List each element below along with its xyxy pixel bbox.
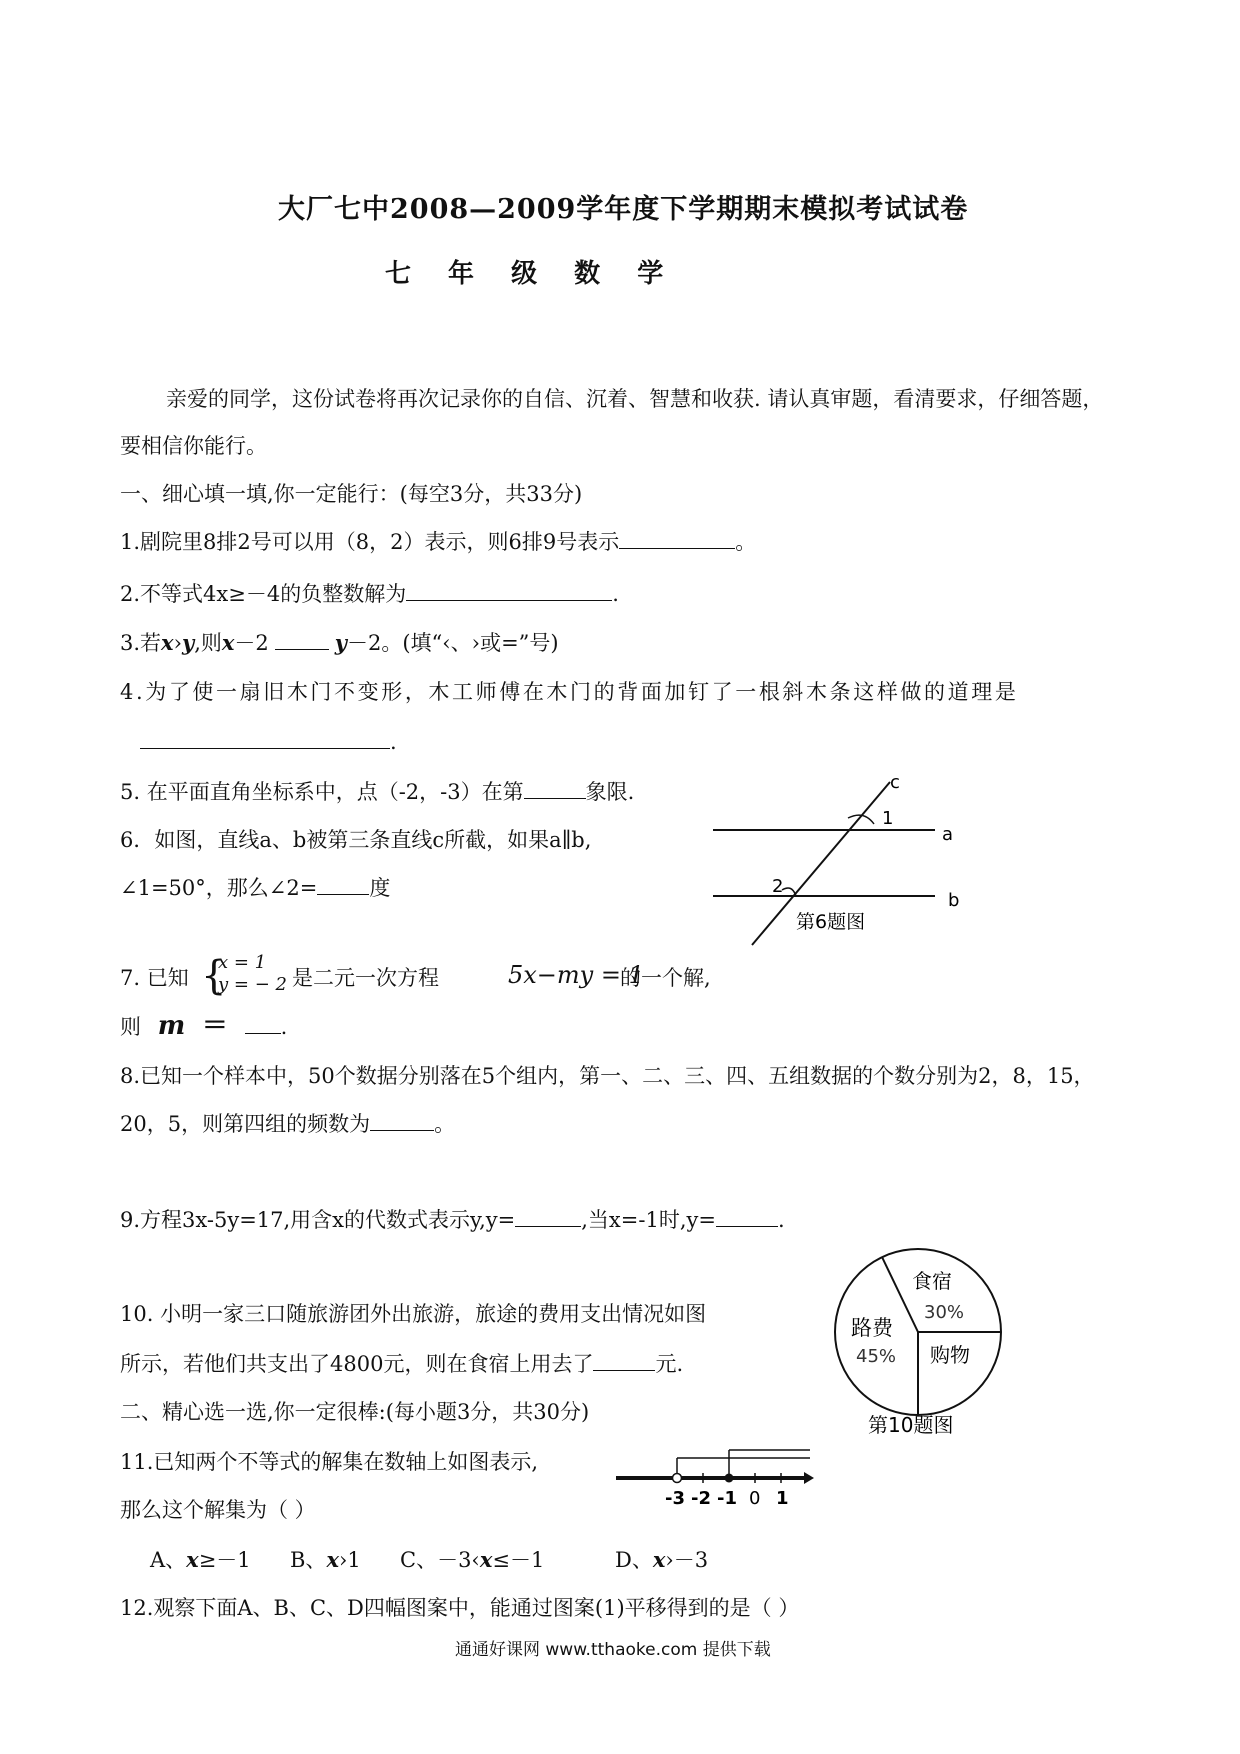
section-2-heading: 二、精心选一选,你一定很棒:(每小题3分，共30分) <box>120 1400 590 1424</box>
question-3-prefix: 3.若 <box>120 631 162 655</box>
question-5-end: 象限. <box>585 780 635 804</box>
option-c[interactable] <box>400 1546 544 1574</box>
question-6-end: 度 <box>369 876 391 900</box>
page-footer: 通通好课网 www.tthaoke.com 提供下载 <box>455 1640 771 1660</box>
tick-label: -2 <box>691 1488 711 1509</box>
pie-value-food-lodging: 30% <box>924 1302 965 1323</box>
question-3-minus: －2 <box>234 631 269 655</box>
equation-system-line-1: x = 1 <box>218 952 267 973</box>
option-b-label: B、 <box>290 1548 327 1572</box>
label-c: c <box>890 772 900 793</box>
question-2-end: . <box>612 582 619 606</box>
question-4-end: . <box>390 730 397 754</box>
question-3-then: ,则 <box>194 631 222 655</box>
intro-line-1: 亲爱的同学，这份试卷将再次记录你的自信、沉着、智慧和收获. 请认真审题，看清要求，仔细答题， <box>166 387 1104 411</box>
question-10-text: 所示，若他们共支出了4800元，则在食宿上用去了 <box>120 1352 594 1376</box>
var-x: x <box>652 1547 666 1572</box>
question-10-end: 元. <box>655 1352 684 1376</box>
tick-label: 0 <box>749 1488 761 1509</box>
question-9-end: . <box>777 1208 785 1232</box>
label-b: b <box>948 890 960 911</box>
question-11-line-2: 那么这个解集为（ ） <box>120 1498 316 1522</box>
question-7-prefix: 7. 已知 <box>120 966 189 990</box>
option-b-value: ›1 <box>338 1548 361 1572</box>
question-11-line-1: 11.已知两个不等式的解集在数轴上如图表示, <box>120 1450 539 1474</box>
var-x: x <box>479 1547 493 1572</box>
var-x: x <box>326 1547 339 1572</box>
question-7-end: . <box>280 1015 288 1039</box>
question-3-suffix: －2。(填“‹、›或=”号) <box>346 631 559 655</box>
question-8-end: 。 <box>434 1112 456 1136</box>
axis-arrow-icon <box>804 1472 814 1484</box>
pie-value-travel: 45% <box>856 1346 897 1367</box>
option-a[interactable] <box>150 1546 251 1574</box>
tick-label: -3 <box>665 1488 685 1509</box>
intro-line-2: 要相信你能行。 <box>120 434 267 458</box>
option-d-label: D、 <box>615 1548 653 1572</box>
open-point-minus-3 <box>673 1474 682 1483</box>
option-c-value: ≤－1 <box>492 1548 545 1572</box>
equation-system-line-2: y = − 2 <box>218 974 287 995</box>
label-angle-1: 1 <box>882 808 894 829</box>
option-c-label: C、－3‹ <box>400 1548 480 1572</box>
pie-label-travel: 路费 <box>851 1316 893 1340</box>
figure-6-caption: 第6题图 <box>796 911 866 933</box>
question-6-text: ∠1=50°，那么∠2= <box>120 876 318 900</box>
var-m: m <box>157 1011 186 1041</box>
question-7-then: 则 <box>120 1015 141 1039</box>
question-10-line-1: 10. 小明一家三口随旅游团外出旅游，旅途的费用支出情况如图 <box>120 1302 707 1326</box>
option-b[interactable] <box>290 1546 361 1574</box>
figure-10-caption: 第10题图 <box>868 1413 954 1437</box>
equals-sign: ＝ <box>201 1011 228 1041</box>
option-d-value: ›－3 <box>665 1548 709 1572</box>
question-8-line-1: 8.已知一个样本中，50个数据分别落在5个组内，第一、二、三、四、五组数据的个数分别为2，8，15， <box>120 1064 1095 1088</box>
greater-sign: › <box>173 631 182 655</box>
tick-label: -1 <box>717 1488 737 1509</box>
question-6-line-1: 6．如图，直线a、b被第三条直线c所截，如果a∥b, <box>120 828 592 852</box>
question-1-text: 1.剧院里8排2号可以用（8，2）表示，则6排9号表示 <box>120 530 620 554</box>
option-a-label: A、 <box>150 1548 187 1572</box>
label-angle-2: 2 <box>772 876 784 897</box>
brace-icon: { <box>201 953 227 999</box>
question-9-middle: ,当x=-1时,y= <box>581 1208 716 1232</box>
question-9-text: 9.方程3x-5y=17,用含x的代数式表示y,y= <box>120 1208 516 1232</box>
closed-point-minus-1 <box>725 1474 734 1483</box>
label-a: a <box>942 824 954 845</box>
question-2-text: 2.不等式4x≥－4的负整数解为 <box>120 582 407 606</box>
section-1-heading: 一、细心填一填,你一定能行：(每空3分，共33分) <box>120 482 583 506</box>
option-a-value: ≥－1 <box>198 1548 251 1572</box>
pie-label-food-lodging: 食宿 <box>912 1269 952 1293</box>
var-y: y <box>334 630 347 655</box>
question-4-line-1: 4.为了使一扇旧木门不变形，木工师傅在木门的背面加钉了一根斜木条这样做的道理是 <box>120 680 1019 704</box>
option-d[interactable] <box>615 1546 708 1574</box>
question-5-text: 5. 在平面直角坐标系中，点（-2，-3）在第 <box>120 780 524 804</box>
question-7-middle: 是二元一次方程 <box>292 966 439 990</box>
page-subtitle: 七 年 级 数 学 <box>385 259 678 289</box>
page-title: 大厂七中2008—2009学年度下学期期末模拟考试试卷 <box>278 194 969 225</box>
var-y: y <box>181 630 195 655</box>
equation-5x-my: 5x−my = 1 <box>508 961 644 989</box>
var-x: x <box>161 630 174 655</box>
var-x: x <box>186 1547 199 1572</box>
pie-label-shopping: 购物 <box>930 1343 970 1367</box>
question-8-text: 20，5，则第四组的频数为 <box>120 1112 371 1136</box>
question-7-suffix: 的一个解, <box>620 966 711 990</box>
var-x: x <box>221 630 235 655</box>
tick-label: 1 <box>776 1488 789 1509</box>
question-12: 12.观察下面A、B、C、D四幅图案中，能通过图案(1)平移得到的是（ ） <box>120 1596 800 1620</box>
question-1-end: 。 <box>735 530 757 554</box>
